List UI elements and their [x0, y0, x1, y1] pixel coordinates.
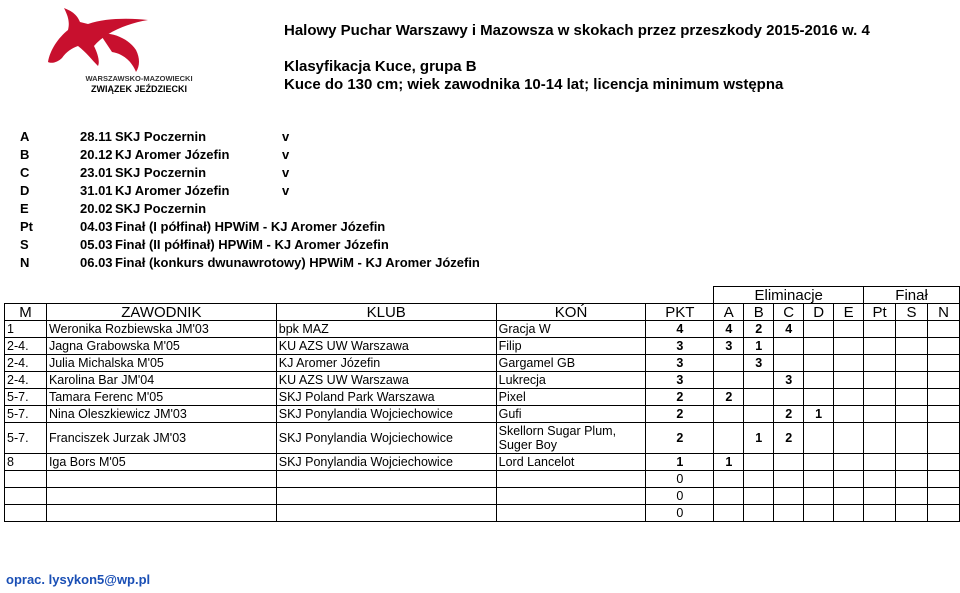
table-cell: Lord Lancelot: [496, 454, 646, 471]
table-cell: [46, 471, 276, 488]
table-cell: Pixel: [496, 389, 646, 406]
table-cell: [927, 423, 959, 454]
table-row: [5, 389, 960, 406]
column-header: KLUB: [276, 304, 496, 321]
table-cell: [927, 454, 959, 471]
table-cell: [276, 505, 496, 522]
footer-credit: oprac. lysykon5@wp.pl: [6, 572, 151, 587]
table-cell: [927, 406, 959, 423]
group-eliminacje: Eliminacje: [714, 287, 864, 304]
table-cell: [864, 389, 896, 406]
table-cell: Jagna Grabowska M'05: [46, 338, 276, 355]
table-cell: [834, 488, 864, 505]
table-cell: [496, 505, 646, 522]
table-cell: [804, 505, 834, 522]
table-row: [5, 471, 960, 488]
table-cell: [804, 355, 834, 372]
table-cell: [927, 372, 959, 389]
table-cell: [834, 406, 864, 423]
table-cell: [834, 389, 864, 406]
table-cell: [744, 406, 774, 423]
table-cell: [5, 505, 47, 522]
table-cell: [774, 471, 804, 488]
table-cell: 4: [714, 321, 744, 338]
table-cell: [714, 355, 744, 372]
column-header: S: [896, 304, 928, 321]
table-cell: [496, 471, 646, 488]
table-cell: [5, 488, 47, 505]
table-cell: [896, 454, 928, 471]
table-cell: [896, 321, 928, 338]
table-cell: [804, 454, 834, 471]
table-cell: Gargamel GB: [496, 355, 646, 372]
column-header: Pt: [864, 304, 896, 321]
table-cell: [774, 338, 804, 355]
table-cell: [744, 372, 774, 389]
table-cell: KJ Aromer Józefin: [276, 355, 496, 372]
table-cell: [896, 488, 928, 505]
table-cell: [927, 389, 959, 406]
table-cell: Franciszek Jurzak JM'03: [46, 423, 276, 454]
table-cell: [496, 488, 646, 505]
column-header-row: [5, 304, 960, 321]
table-cell: [744, 505, 774, 522]
group-header-row: [5, 287, 960, 304]
table-cell: 0: [646, 505, 714, 522]
column-header: M: [5, 304, 47, 321]
table-cell: [864, 355, 896, 372]
table-row: [5, 454, 960, 471]
table-cell: [834, 471, 864, 488]
table-row: [5, 505, 960, 522]
table-cell: [804, 321, 834, 338]
logo-line1: WARSZAWSKO-MAZOWIECKI: [85, 74, 193, 83]
table-cell: Karolina Bar JM'04: [46, 372, 276, 389]
table-cell: [5, 471, 47, 488]
table-cell: [834, 338, 864, 355]
table-cell: [927, 321, 959, 338]
table-cell: [834, 423, 864, 454]
table-cell: [864, 406, 896, 423]
table-cell: [927, 505, 959, 522]
column-header: KOŃ: [496, 304, 646, 321]
column-header: ZAWODNIK: [46, 304, 276, 321]
table-cell: Gracja W: [496, 321, 646, 338]
table-cell: 2: [714, 389, 744, 406]
table-cell: 5-7.: [5, 423, 47, 454]
table-cell: SKJ Poland Park Warszawa: [276, 389, 496, 406]
table-cell: [896, 471, 928, 488]
results-table: [4, 286, 960, 522]
table-cell: 3: [646, 355, 714, 372]
table-cell: 2-4.: [5, 355, 47, 372]
table-cell: 1: [714, 454, 744, 471]
table-cell: [804, 389, 834, 406]
table-cell: bpk MAZ: [276, 321, 496, 338]
table-cell: 1: [744, 423, 774, 454]
table-cell: [864, 488, 896, 505]
column-header: D: [804, 304, 834, 321]
table-cell: 1: [804, 406, 834, 423]
column-header: C: [774, 304, 804, 321]
column-header: PKT: [646, 304, 714, 321]
classification-title: Klasyfikacja Kuce, grupa B: [284, 58, 477, 75]
table-cell: [927, 471, 959, 488]
table-cell: [714, 406, 744, 423]
logo-line2: ZWIĄZEK JEŹDZIECKI: [91, 84, 187, 94]
logo: [28, 4, 193, 96]
table-cell: 5-7.: [5, 406, 47, 423]
table-row: [5, 372, 960, 389]
table-cell: [714, 372, 744, 389]
table-cell: [744, 471, 774, 488]
group-final: Finał: [864, 287, 960, 304]
table-cell: 0: [646, 488, 714, 505]
table-cell: 2: [646, 406, 714, 423]
table-cell: [774, 454, 804, 471]
table-cell: 0: [646, 471, 714, 488]
table-cell: SKJ Ponylandia Wojciechowice: [276, 423, 496, 454]
table-row: [5, 423, 960, 454]
table-cell: [864, 423, 896, 454]
table-cell: [744, 389, 774, 406]
table-cell: [927, 338, 959, 355]
table-cell: [864, 454, 896, 471]
table-cell: [46, 505, 276, 522]
table-cell: [834, 372, 864, 389]
column-header: A: [714, 304, 744, 321]
table-cell: Gufi: [496, 406, 646, 423]
table-cell: 2: [646, 423, 714, 454]
column-header: N: [927, 304, 959, 321]
table-cell: 2: [774, 423, 804, 454]
table-cell: SKJ Ponylandia Wojciechowice: [276, 406, 496, 423]
table-cell: 3: [774, 372, 804, 389]
table-cell: 8: [5, 454, 47, 471]
table-cell: 2-4.: [5, 338, 47, 355]
table-cell: Julia Michalska M'05: [46, 355, 276, 372]
table-cell: 5-7.: [5, 389, 47, 406]
table-cell: [46, 488, 276, 505]
table-row: [5, 488, 960, 505]
table-cell: [774, 389, 804, 406]
table-cell: [864, 471, 896, 488]
table-cell: KU AZS UW Warszawa: [276, 372, 496, 389]
table-cell: [864, 505, 896, 522]
table-cell: 3: [714, 338, 744, 355]
table-cell: [896, 372, 928, 389]
table-cell: [804, 488, 834, 505]
table-cell: [864, 338, 896, 355]
table-cell: [834, 355, 864, 372]
table-cell: [896, 338, 928, 355]
table-cell: Weronika Rozbiewska JM'03: [46, 321, 276, 338]
table-cell: [834, 454, 864, 471]
table-row: [5, 338, 960, 355]
table-cell: Nina Oleszkiewicz JM'03: [46, 406, 276, 423]
table-cell: 1: [646, 454, 714, 471]
column-header: B: [744, 304, 774, 321]
table-cell: [774, 488, 804, 505]
table-cell: [714, 505, 744, 522]
table-cell: [834, 321, 864, 338]
table-cell: Tamara Ferenc M'05: [46, 389, 276, 406]
table-body: [5, 321, 960, 522]
table-cell: 4: [774, 321, 804, 338]
page-title: Halowy Puchar Warszawy i Mazowsza w skokach przez przeszkody 2015-2016 w. 4: [284, 22, 870, 39]
table-cell: [804, 338, 834, 355]
table-cell: [804, 471, 834, 488]
table-cell: [896, 355, 928, 372]
table-cell: [276, 471, 496, 488]
table-cell: Skellorn Sugar Plum, Suger Boy: [496, 423, 646, 454]
table-cell: 1: [744, 338, 774, 355]
table-cell: [714, 423, 744, 454]
table-cell: [774, 355, 804, 372]
table-cell: Lukrecja: [496, 372, 646, 389]
table-row: [5, 355, 960, 372]
table-cell: [896, 423, 928, 454]
table-cell: [714, 471, 744, 488]
table-cell: 2: [744, 321, 774, 338]
table-cell: [864, 372, 896, 389]
table-cell: [896, 505, 928, 522]
classification-subtitle: Kuce do 130 cm; wiek zawodnika 10-14 lat; licencja minimum wstępna: [284, 76, 784, 93]
table-cell: [927, 355, 959, 372]
table-cell: 2: [774, 406, 804, 423]
table-cell: 3: [646, 338, 714, 355]
table-cell: [744, 488, 774, 505]
table-cell: [896, 406, 928, 423]
table-cell: [804, 423, 834, 454]
table-cell: 3: [744, 355, 774, 372]
table-cell: [714, 488, 744, 505]
table-cell: 4: [646, 321, 714, 338]
column-header: E: [834, 304, 864, 321]
table-cell: [864, 321, 896, 338]
table-cell: 1: [5, 321, 47, 338]
table-cell: [927, 488, 959, 505]
table-cell: [834, 505, 864, 522]
table-cell: 2: [646, 389, 714, 406]
table-cell: KU AZS UW Warszawa: [276, 338, 496, 355]
table-cell: [276, 488, 496, 505]
table-cell: Iga Bors M'05: [46, 454, 276, 471]
table-row: [5, 321, 960, 338]
table-cell: [774, 505, 804, 522]
table-row: [5, 406, 960, 423]
table-cell: [744, 454, 774, 471]
table-cell: SKJ Ponylandia Wojciechowice: [276, 454, 496, 471]
table-cell: [804, 372, 834, 389]
table-cell: [896, 389, 928, 406]
table-cell: 2-4.: [5, 372, 47, 389]
table-cell: Filip: [496, 338, 646, 355]
table-cell: 3: [646, 372, 714, 389]
